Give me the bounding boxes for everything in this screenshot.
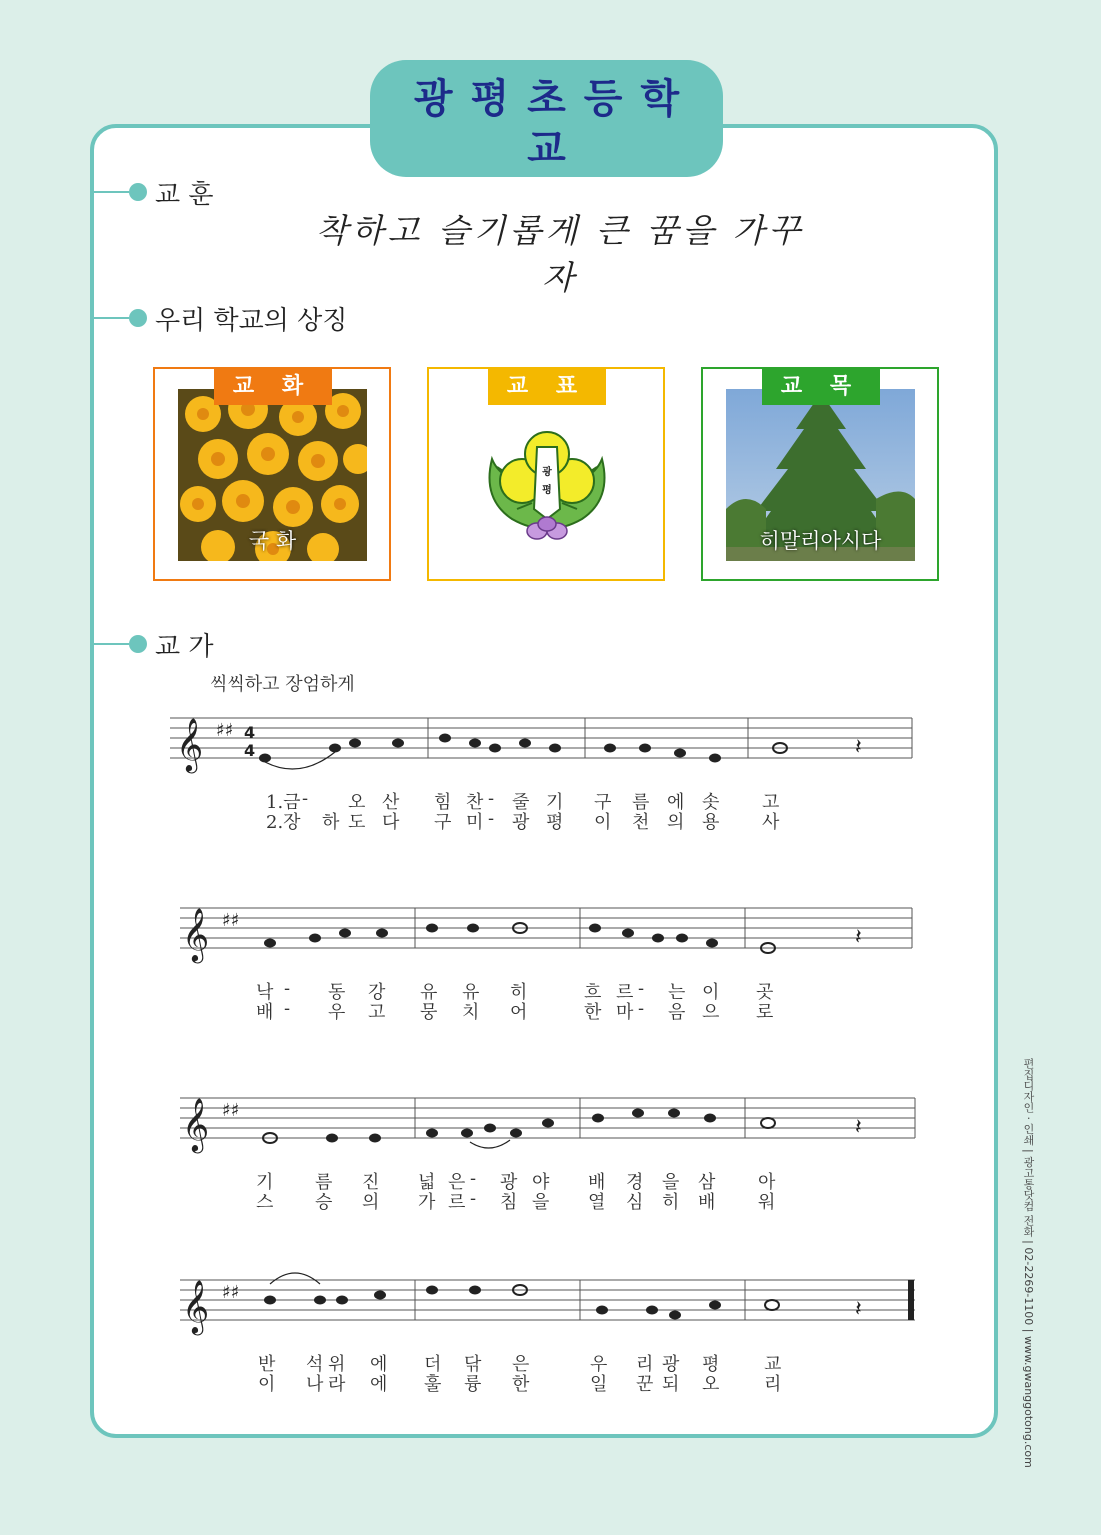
lyric-row-verse1: 반 석 위 에 더 닦 은 우 리 광 평 교 (258, 1354, 782, 1375)
lyric-row-verse1: 1.금 - 오 산 힘 찬 - 줄 기 구 름 에 솟 고 (266, 788, 780, 813)
section-symbols-label: 우리 학교의 상징 (155, 305, 348, 336)
school-header (370, 60, 723, 207)
school-name: 광평초등학교 (413, 76, 698, 172)
time-sig-bottom: 4 (244, 741, 256, 760)
rest-icon: 𝄽 (855, 925, 862, 950)
lyric-row-verse2: 스 승 의 가 르 - 침 을 열 심 히 배 워 (256, 1188, 776, 1213)
key-signature-icon: ♯♯ (216, 720, 234, 741)
section-motto-header (93, 172, 214, 212)
symbol-flower-card (153, 367, 391, 581)
bullet-icon (129, 309, 147, 327)
school-emblem-image (452, 389, 641, 561)
section-motto-label: 교 훈 (155, 179, 214, 210)
rest-icon: 𝄽 (855, 1115, 862, 1140)
section-symbols-header (93, 298, 347, 338)
lyric-row-verse2: 이 나 라 에 훌 륭 한 일 꾼 되 오 리 (258, 1374, 782, 1395)
section-song-label: 교 가 (155, 631, 214, 662)
chrysanthemum-image (178, 389, 367, 561)
key-signature-icon: ♯♯ (222, 1282, 240, 1303)
lyric-row-verse1: 낙 - 동 강 유 유 히 흐 르 - 는 이 곳 (256, 978, 774, 1003)
treble-clef-icon: 𝄞 (176, 717, 204, 771)
time-sig-top: 4 (244, 723, 256, 742)
score-line-2 (170, 890, 920, 1030)
bullet-icon (129, 635, 147, 653)
treble-clef-icon: 𝄞 (182, 1279, 210, 1333)
symbol-tree-card (701, 367, 939, 581)
staff-1 (170, 700, 920, 780)
key-signature-icon: ♯♯ (222, 910, 240, 931)
symbol-emblem-tag: 교 표 (488, 369, 606, 405)
score-line-1 (170, 700, 920, 840)
staff-3 (170, 1080, 920, 1160)
symbol-emblem-card (427, 367, 665, 581)
lyric-row-verse2: 2.장 하 도 다 구 미 - 광 평 이 천 의 용 사 (266, 808, 780, 833)
lyric-row-verse2: 배 - 우 고 뭉 치 어 한 마 - 음 으 로 (256, 998, 774, 1023)
himalayan-cedar-image (726, 389, 915, 561)
score-line-3 (170, 1080, 920, 1220)
staff-4 (170, 1262, 920, 1342)
tree-caption: 히말리아시다 (759, 529, 882, 553)
side-credit: 편집디자인 · 인쇄 | 광고통닷컴 전화 | 02-2269-1100 | www.gwanggotong.com (1022, 1058, 1035, 1468)
lyric-row-verse1: 기 름 진 넓 은 - 광 야 배 경 을 삼 아 (256, 1168, 776, 1193)
symbol-tree-tag: 교 목 (762, 369, 880, 405)
section-song-header (93, 624, 214, 664)
symbol-flower-tag: 교 화 (214, 369, 332, 405)
rest-icon: 𝄽 (855, 1297, 862, 1322)
emblem-char-2: 평 (542, 485, 552, 496)
motto-text: 착하고 슬기롭게 큰 꿈을 가꾸자 (315, 211, 805, 297)
staff-2 (170, 890, 920, 970)
tempo-marking: 씩씩하고 장엄하게 (210, 674, 355, 695)
final-barline-icon (908, 1280, 914, 1320)
key-signature-icon: ♯♯ (222, 1100, 240, 1121)
emblem-char-1: 광 (542, 467, 552, 478)
school-url[interactable]: http://kwangpyung.es.kr (394, 182, 699, 207)
score-line-4 (170, 1262, 920, 1402)
flower-caption: 국 화 (248, 529, 297, 553)
bullet-icon (129, 183, 147, 201)
rest-icon: 𝄽 (855, 735, 862, 760)
treble-clef-icon: 𝄞 (182, 907, 210, 961)
treble-clef-icon: 𝄞 (182, 1097, 210, 1151)
